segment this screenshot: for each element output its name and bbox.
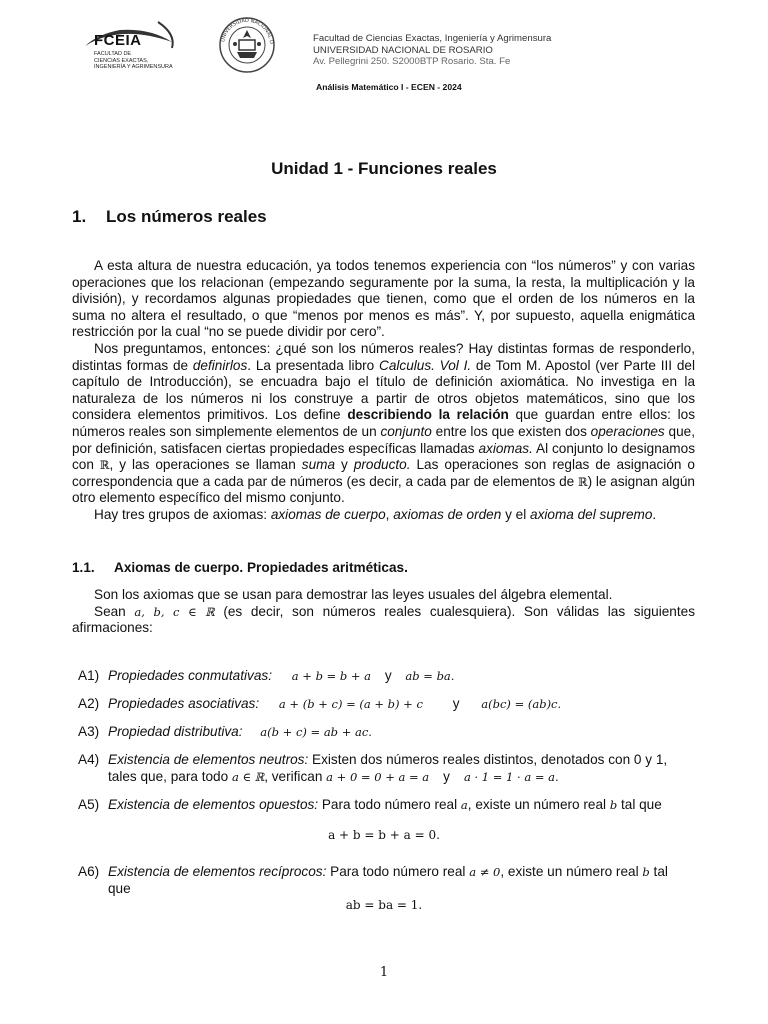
reals-symbol: ℝ: [99, 458, 110, 473]
axiom-a1: A1) Propiedades conmutativas: a + b = b + a y ab = ba.: [78, 668, 455, 683]
institution-block: [313, 33, 551, 68]
reals-symbol: ℝ: [578, 474, 588, 489]
institution-line-1: Facultad de Ciencias Exactas, Ingeniería y Agrimensura: [313, 33, 552, 44]
subsection-intro: [72, 587, 695, 637]
axiom-a6: A6) Existencia de elementos recíprocos: Para todo número real a ≠ 0, existe un número real b tal que: [78, 864, 668, 896]
fceia-logo: [80, 18, 180, 72]
university-seal-icon: [218, 16, 276, 74]
intro-paragraphs: [72, 258, 695, 524]
section-heading: [72, 207, 267, 227]
axiom-a4: A4) Existencia de elementos neutros: Existen dos números reales distintos, denotados con 0 y 1, tales que, para todo a ∈ ℝ, verifican a + 0 = 0 + a = a y a · 1 = 1 · a = a.: [78, 752, 668, 784]
paragraph-1: A esta altura de nuestra educación, ya todos tenemos experiencia con “los números” y con varias operaciones que los relacionan (empezando seguramente por la suma, la resta, la multiplicación y la división), y recordamos algunas propiedades que tienen, como que el orden de los números en la suma no altera el resultado, o que “menos por menos es más”. Y, por supuesto, aquella enigmática restricción por la cual “no se puede dividir por cero”.: [72, 258, 695, 340]
intro-line-2: Sean a, b, c ∈ ℝ (es decir, son números reales cualesquiera). Son válidas las siguientes afirmaciones:: [72, 603, 696, 636]
axiom-a5: A5) Existencia de elementos opuestos: Para todo número real a, existe un número real b tal que: [78, 797, 662, 812]
section-title: Los números reales: [106, 207, 267, 226]
logo-subtitle: FACULTAD DE CIENCIAS EXACTAS, INGENIERÍA Y AGRIMENSURA: [94, 51, 173, 70]
subsection-title: Axiomas de cuerpo. Propiedades aritméticas.: [114, 560, 408, 575]
axiom-a6-equation: ab = ba = 1.: [345, 898, 423, 912]
seal-text: UNIVERSIDAD NACIONAL D: [220, 17, 275, 45]
axiom-a3: A3) Propiedad distributiva: a(b + c) = ab + ac.: [78, 724, 372, 739]
axiom-a2: A2) Propiedades asociativas: a + (b + c) = (a + b) + c y a(bc) = (ab)c.: [78, 696, 562, 711]
unr-seal: [218, 16, 276, 74]
unit-title: Unidad 1 - Funciones reales: [271, 159, 497, 178]
course-label: Análisis Matemático I - ECEN - 2024: [316, 82, 462, 92]
paragraph-3: Hay tres grupos de axiomas: axiomas de cuerpo, axiomas de orden y el axioma del supremo.: [94, 506, 657, 522]
institution-address: Av. Pellegrini 250. S2000BTP Rosario. Sta. Fe: [313, 56, 511, 67]
axiom-a5-equation: a + b = b + a = 0.: [328, 828, 440, 842]
intro-line-1: Son los axiomas que se usan para demostrar las leyes usuales del álgebra elemental.: [94, 587, 613, 602]
page-number: 1: [379, 965, 389, 980]
logo-wordmark: FCEIA: [94, 32, 142, 49]
subsection-number: 1.1.: [72, 560, 95, 575]
section-number: 1.: [72, 207, 87, 226]
institution-line-2: UNIVERSIDAD NACIONAL DE ROSARIO: [313, 44, 493, 56]
paragraph-2: Nos preguntamos, entonces: ¿qué son los números reales? Hay distintas formas de responderlo, distintas formas de definirlos. La presentada libro Calculus. Vol I. de Tom M. Apostol (ver Parte III del capítulo de Introducción), se encuadra bajo el título de definición axiomática. No investiga en la naturaleza de los números ni los construye a partir de otros objetos matemáticos, sino que los considera elementos primitivos. Los define describiendo la relación que guardan entre ellos: los números reales son simplemente elementos de un conjunto entre los que existen dos operaciones que, por definición, satisfacen ciertas propiedades específicas llamadas axiomas. Al conjunto lo designamos con ℝ, y las operaciones se llaman suma y producto. Las operaciones son reglas de asignación o correspondencia que a cada par de números (es decir, a cada par de elementos de ℝ) le asignan algún otro elemento específico del mismo conjunto.: [72, 340, 695, 506]
subsection-heading: [72, 560, 408, 575]
